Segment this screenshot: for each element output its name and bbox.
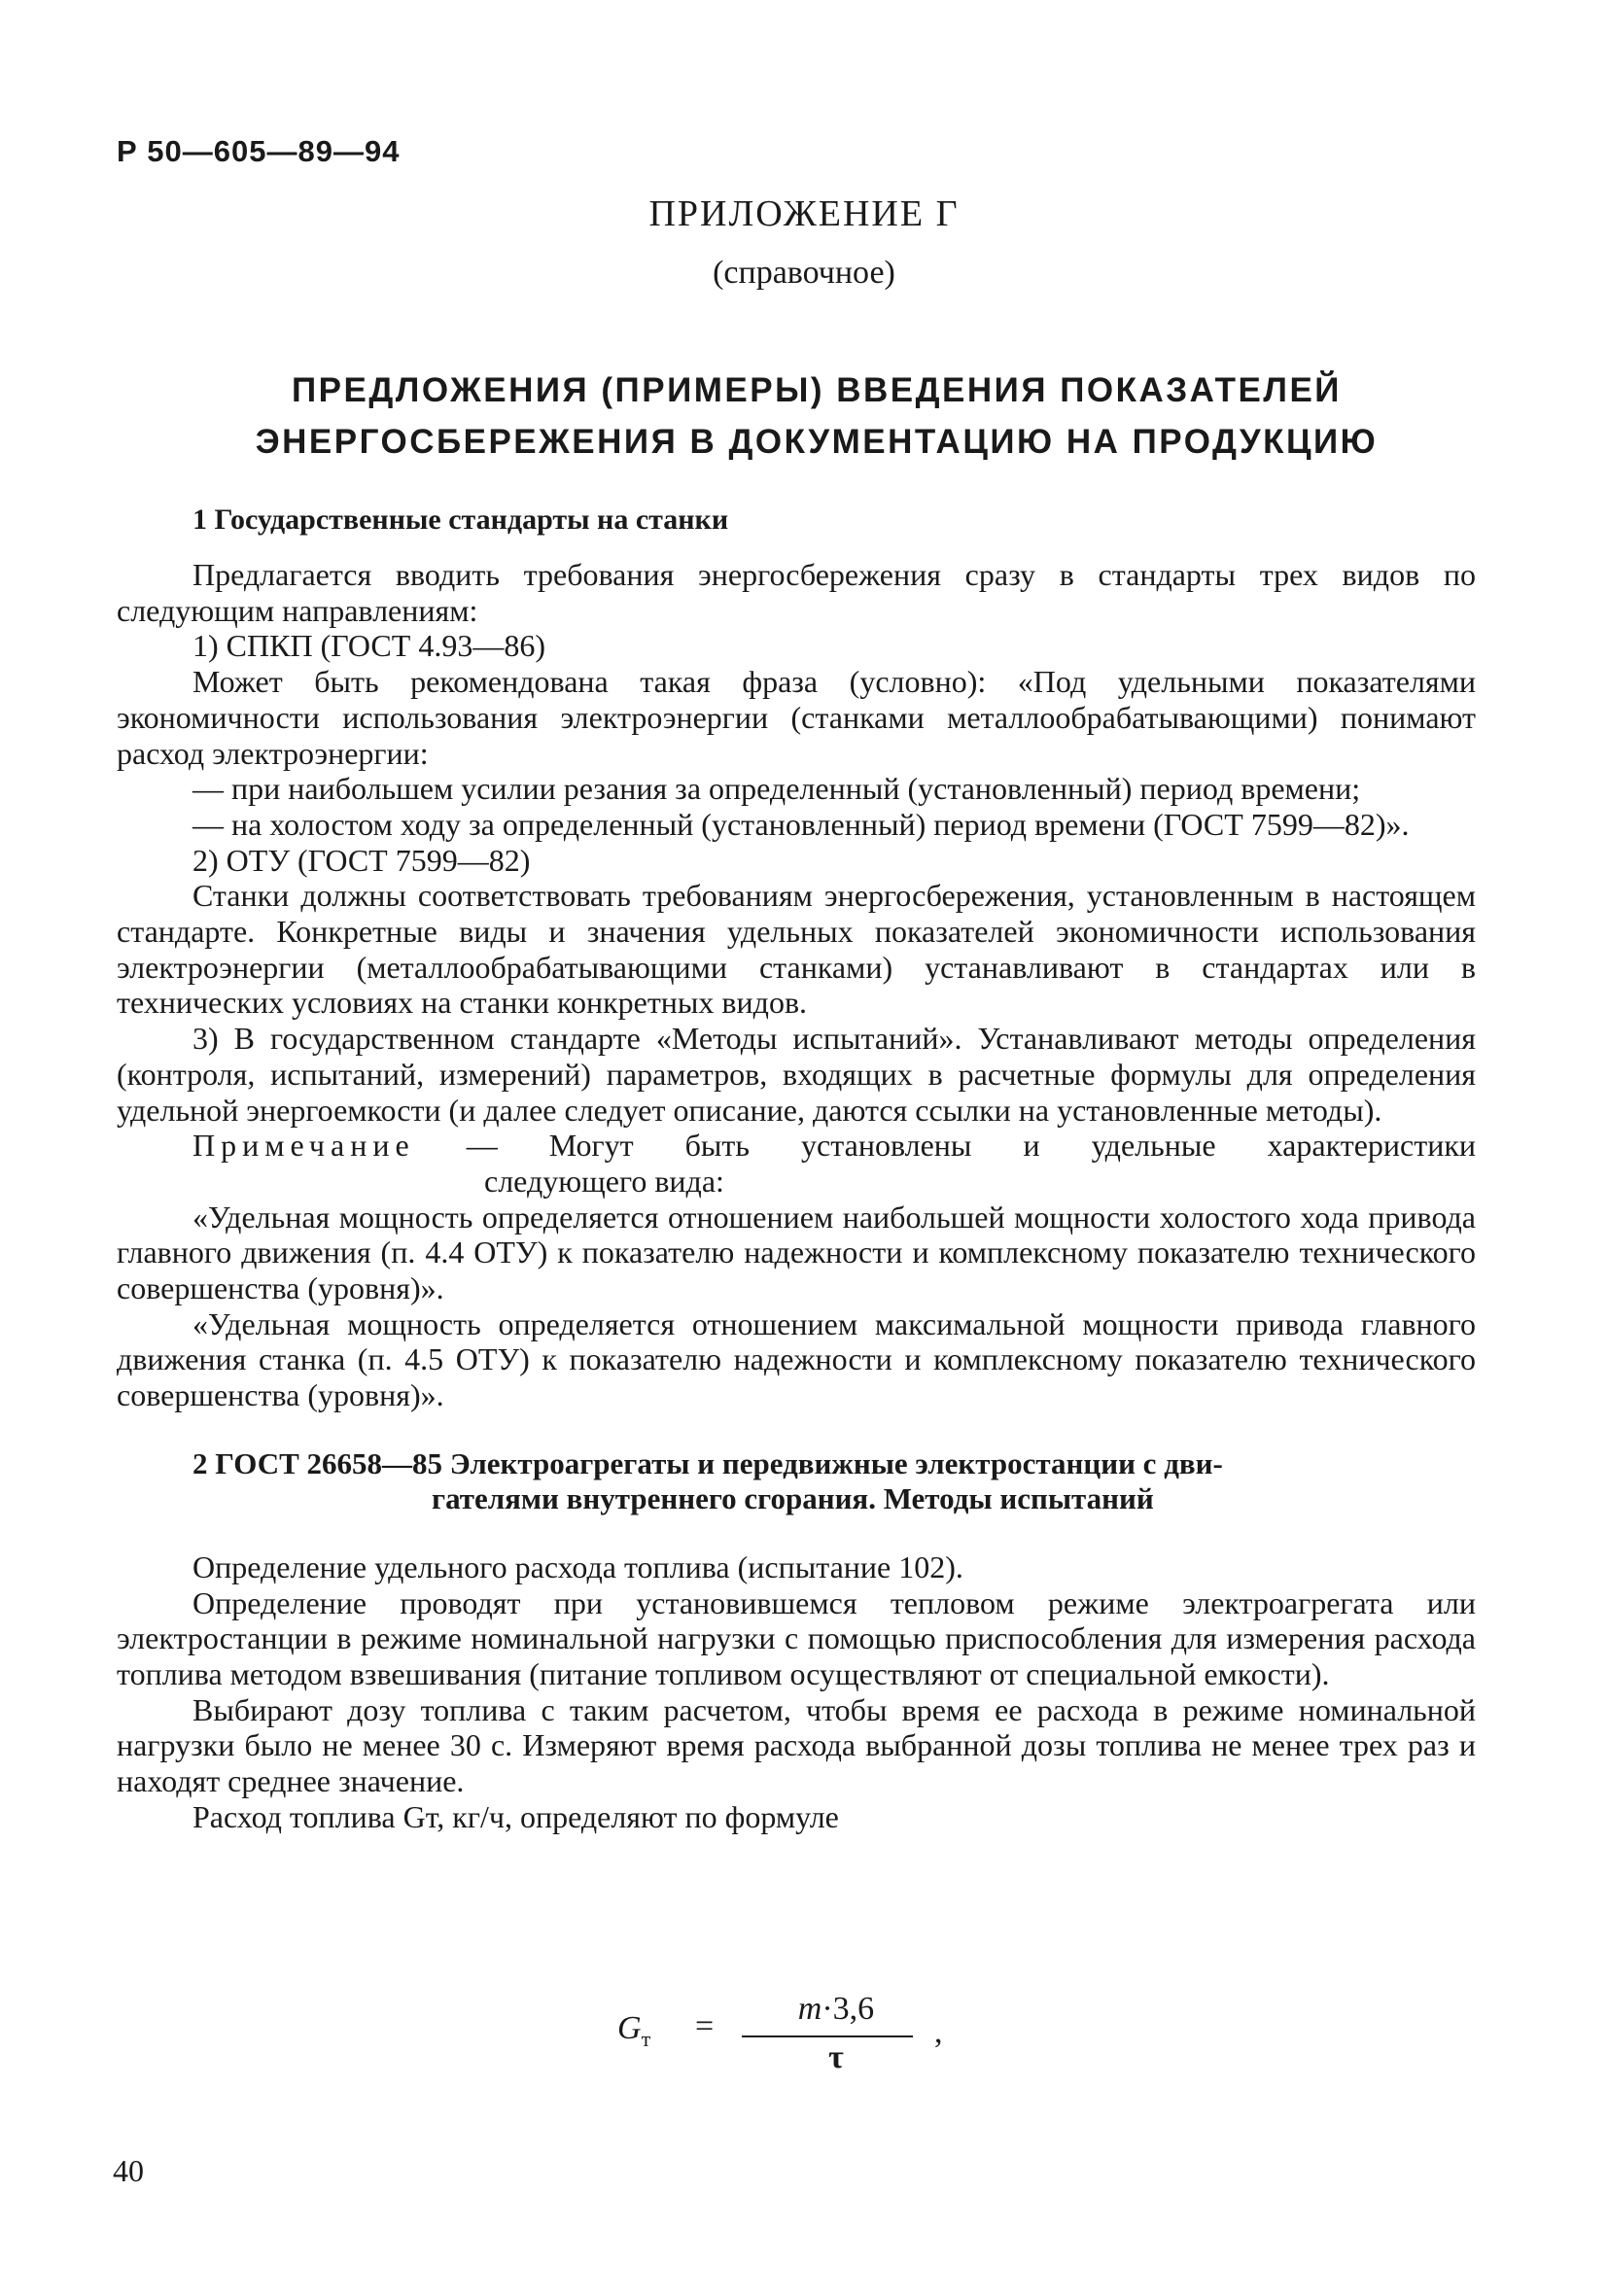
item-2-title: 2) ОТУ (ГОСТ 7599—82) bbox=[192, 842, 531, 878]
item-1-dash-1: — при наибольшем усилии резания за определенный (установленный) период времени; bbox=[192, 771, 1361, 807]
section-2-heading bbox=[117, 1446, 1476, 1516]
section-2-heading-line-2: гателями внутреннего сгорания. Методы испытаний bbox=[432, 1480, 1154, 1515]
section-2-p3: Выбирают дозу топлива с таким расчетом, чтобы время ее расхода в режиме номинальной нагрузки было не менее 30 с. Измеряют время расхода выбранной дозы топлива не менее трех раз и находят среднее значение. bbox=[117, 1691, 1476, 1799]
formula-equals: = bbox=[695, 2008, 715, 2044]
section-2-heading-line-1: 2 ГОСТ 26658—85 Электроагрегаты и передвижные электростанции с дви- bbox=[192, 1445, 1223, 1480]
document-code: Р 50—605—89—94 bbox=[117, 134, 401, 168]
note-continuation: следующего вида: bbox=[484, 1163, 724, 1199]
item-3-text: 3) В государственном стандарте «Методы испытаний». Устанавливают методы определения (контроля, испытаний, измерений) параметров, входящих в расчетные формулы для определения удельной энергоемкости (и далее следует описание, даются ссылки на установленные методы). bbox=[117, 1021, 1476, 1128]
item-2-text: Станки должны соответствовать требованиям энергосбережения, установленным в настоящем стандарте. Конкретные виды и значения удельных показателей экономичности использования электроэнергии (металлообрабатывающими станками) устанавливают в стандартах или в технических условиях на станки конкретных видов. bbox=[117, 878, 1476, 1021]
item-1-text: Может быть рекомендована такая фраза (условно): «Под удельными показателями экономичности использования электроэнергии (станками металлообрабатывающими) понимают расход электроэнергии: bbox=[117, 664, 1476, 771]
section-1-intro: Предлагается вводить требования энергосбережения сразу в стандарты трех видов по следующим направлениям: bbox=[117, 557, 1476, 628]
quote-2: «Удельная мощность определяется отношением максимальной мощности привода главного движения станка (п. 4.5 ОТУ) к показателю надежности и комплексному показателю технического совершенства (уровня)». bbox=[117, 1305, 1476, 1413]
page-number: 40 bbox=[113, 2153, 144, 2188]
note-label: Примечание bbox=[192, 1128, 415, 1164]
formula-denominator: τ bbox=[828, 2039, 844, 2075]
note-text: — Могут быть установлены и удельные характеристики bbox=[466, 1128, 1477, 1164]
formula-numerator: m·3,6 bbox=[797, 1991, 875, 2027]
body-text bbox=[117, 557, 1476, 1835]
formula-comma: , bbox=[934, 2014, 943, 2050]
formula-fraction-bar bbox=[742, 2035, 913, 2037]
section-2-p4: Расход топлива Gт, кг/ч, определяют по формуле bbox=[192, 1798, 839, 1834]
section-gap bbox=[117, 1413, 1476, 1446]
quote-1: «Удельная мощность определяется отношением наибольшей мощности холостого хода привода главного движения (п. 4.4 ОТУ) к показателю надежности и комплексному показателю технического совершенства (уровня)». bbox=[117, 1199, 1476, 1306]
note-paragraph bbox=[117, 1128, 1476, 1164]
section-2-p1: Определение удельного расхода топлива (испытание 102). bbox=[192, 1548, 963, 1584]
formula-lhs: $G_т$ bbox=[617, 2010, 651, 2051]
item-1-title: 1) СПКП (ГОСТ 4.93—86) bbox=[192, 628, 545, 664]
section-gap bbox=[117, 1516, 1476, 1549]
appendix-title: ПРИЛОЖЕНИЕ Г bbox=[648, 193, 960, 234]
main-title-line-1: ПРЕДЛОЖЕНИЯ (ПРИМЕРЫ) ВВЕДЕНИЯ ПОКАЗАТЕЛЕЙ bbox=[292, 371, 1342, 409]
section-2-p2: Определение проводят при установившемся тепловом режиме электроагрегата или электростанции в режиме номинальной нагрузки с помощью приспособления для измерения расхода топлива методом взвешивания (питание топливом осуществляют от специальной емкости). bbox=[117, 1584, 1476, 1691]
main-title bbox=[156, 365, 1478, 468]
main-title-line-2: ЭНЕРГОСБЕРЕЖЕНИЯ В ДОКУМЕНТАЦИЮ НА ПРОДУКЦИЮ bbox=[255, 423, 1379, 461]
section-1-heading: 1 Государственные стандарты на станки bbox=[192, 504, 729, 536]
item-1-dash-2: — на холостом ходу за определенный (установленный) период времени (ГОСТ 7599—82)». bbox=[192, 806, 1410, 842]
appendix-subtitle: (справочное) bbox=[713, 255, 895, 291]
fuel-consumption-formula bbox=[598, 1991, 948, 2075]
